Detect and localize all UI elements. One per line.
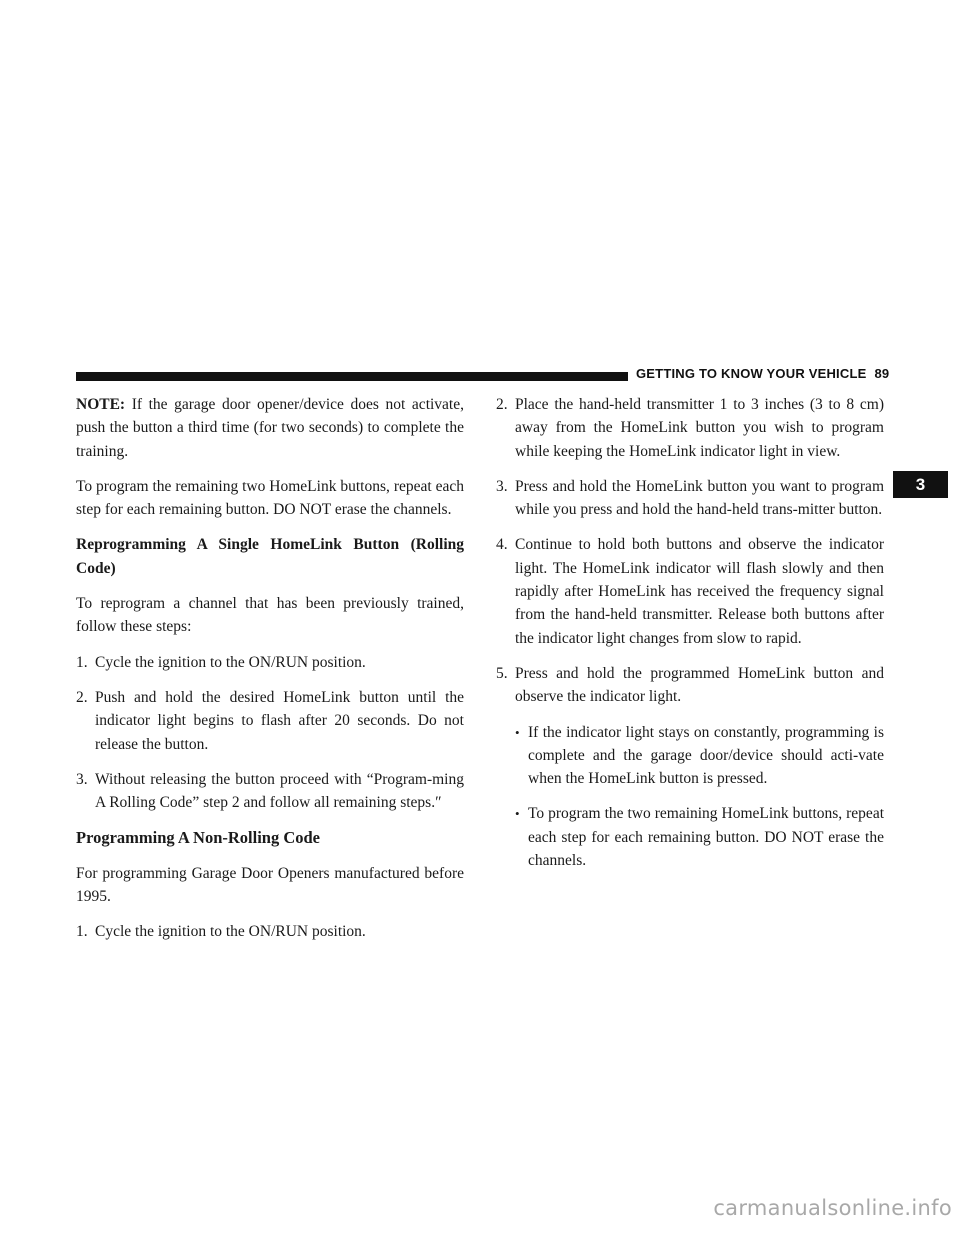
watermark: carmanualsonline.info [713,1196,952,1220]
paragraph: For programming Garage Door Openers manufactured before 1995. [76,864,464,906]
bullet-icon: • [515,724,520,740]
step-item [76,768,464,815]
bullet-text: To program the two remaining HomeLink buttons, repeat each step for each remaining button. DO NOT erase the channels. [528,805,884,870]
left-column [76,393,464,956]
step-text: Cycle the ignition to the ON/RUN position. [95,923,366,941]
step-text: Cycle the ignition to the ON/RUN position. [95,653,366,671]
paragraph: To program the remaining two HomeLink buttons, repeat each step for each remaining button. DO NOT erase the channels. [76,477,464,519]
step-text: Push and hold the desired HomeLink button until the indicator light begins to flash after 20 seconds. Do not release the button. [95,688,464,753]
note-paragraph [76,393,464,463]
note-label: NOTE: [76,396,126,413]
page-number: 89 [874,366,890,381]
header-rule [76,372,628,381]
running-header [636,366,890,381]
step-number: 4. [496,536,508,554]
step-number: 1. [76,923,88,941]
step-text: Place the hand-held transmitter 1 to 3 inches (3 to 8 cm) away from the HomeLink button you wish to program while keeping the HomeLink indicator light in view. [515,396,884,460]
step-item [76,651,464,674]
paragraph: To reprogram a channel that has been previously trained, follow these steps: [76,595,464,636]
bullet-item [515,802,884,872]
step-item [496,475,884,522]
step-number: 3. [76,770,88,788]
step-item [496,393,884,463]
step-text: Without releasing the button proceed with “Program-ming A Rolling Code” step 2 and follow all remaining steps.″ [95,770,464,812]
chapter-tab: 3 [893,471,948,498]
bullet-icon: • [515,806,520,822]
step-number: 1. [76,653,88,671]
step-number: 5. [496,664,508,682]
step-number: 3. [496,477,508,495]
section-heading: Programming A Non-Rolling Code [76,828,320,848]
note-text: If the garage door opener/device does not activate, push the button a third time (for two seconds) to complete the training. [76,396,464,460]
step-item [496,533,884,649]
step-text: Continue to hold both buttons and observe the indicator light. The HomeLink indicator will flash slowly and then rapidly after HomeLink has received the frequency signal from the hand-held transmitter. Release both buttons after the indicator light changes from slow to rapid. [515,536,884,647]
step-number: 2. [76,688,88,706]
bullet-text: If the indicator light stays on constantly, programming is complete and the garage door/device should acti-vate when the HomeLink button is pressed. [528,723,884,788]
section-title: GETTING TO KNOW YOUR VEHICLE [636,366,867,381]
step-text: Press and hold the programmed HomeLink button and observe the indicator light. [515,664,884,706]
bullet-item [515,721,884,791]
step-text: Press and hold the HomeLink button you want to program while you press and hold the hand-held trans-mitter button. [515,477,884,519]
step-number: 2. [496,396,508,413]
step-item [76,920,464,943]
right-column [496,393,884,884]
step-item [76,686,464,756]
section-heading: Reprogramming A Single HomeLink Button (Rolling Code) [76,536,464,577]
step-item [496,662,884,709]
